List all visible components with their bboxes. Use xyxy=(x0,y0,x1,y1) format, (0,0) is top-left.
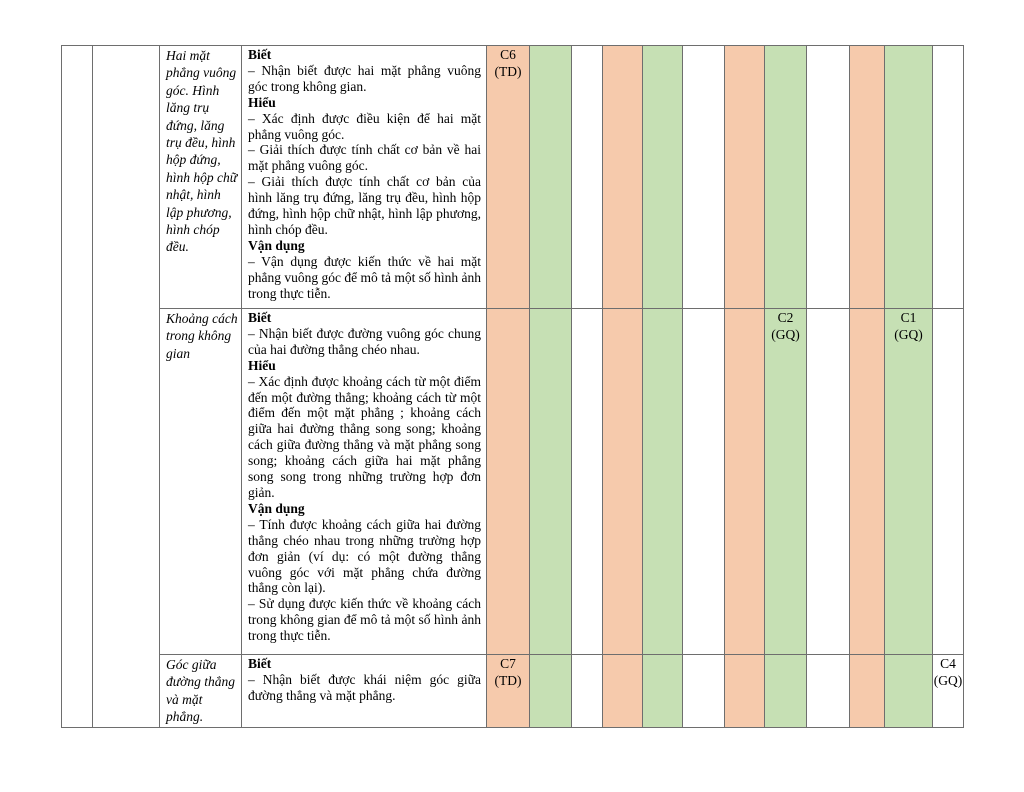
question-marker xyxy=(933,655,963,689)
matrix-cell xyxy=(572,309,603,655)
matrix-cell xyxy=(807,46,850,309)
spec-item: – Nhận biết được đường vuông góc chung của hai đường thẳng chéo nhau. xyxy=(248,325,481,357)
matrix-cell xyxy=(850,46,885,309)
matrix-cell xyxy=(807,655,850,728)
matrix-cell xyxy=(765,655,807,728)
matrix-cell xyxy=(487,655,530,728)
matrix-cell xyxy=(683,655,725,728)
question-tag: (TD) xyxy=(494,672,522,688)
table-row xyxy=(62,309,964,655)
spec-item: – Giải thích được tính chất cơ bản về hai mặt phẳng vuông góc. xyxy=(248,142,481,174)
topic-cell: Hai mặt phẳng vuông góc. Hình lăng trụ đứng, lăng trụ đều, hình hộp đứng, hình hộp chữ nhật, hình lập phương, hình chóp đều. xyxy=(160,46,242,309)
matrix-cell xyxy=(530,46,572,309)
question-tag: (GQ) xyxy=(894,326,923,342)
table-row xyxy=(62,46,964,309)
spec-item: – Nhận biết được hai mặt phẳng vuông góc trong không gian. xyxy=(248,62,481,94)
matrix-cell xyxy=(603,46,643,309)
matrix-cell xyxy=(885,655,933,728)
table-row xyxy=(62,655,964,728)
matrix-cell xyxy=(603,309,643,655)
question-code: C7 xyxy=(500,656,516,671)
matrix-cell xyxy=(572,655,603,728)
matrix-cell xyxy=(725,46,765,309)
matrix-cell xyxy=(725,309,765,655)
matrix-cell xyxy=(572,46,603,309)
question-marker xyxy=(765,309,806,343)
content-cell xyxy=(242,655,487,728)
topic-cell: Góc giữa đường thẳng và mặt phẳng. xyxy=(160,655,242,728)
content-cell xyxy=(242,46,487,309)
level-heading: Vận dụng xyxy=(248,500,305,516)
matrix-cell xyxy=(807,309,850,655)
level-heading: Biết xyxy=(248,47,272,62)
spec-item: – Vận dụng được kiến thức về hai mặt phẳng vuông góc để mô tả một số hình ảnh trong thực tiễn. xyxy=(248,253,481,301)
question-marker xyxy=(487,655,529,689)
matrix-cell xyxy=(933,655,964,728)
matrix-cell xyxy=(530,655,572,728)
curriculum-spec-table xyxy=(61,45,964,728)
question-tag: (GQ) xyxy=(771,326,800,342)
matrix-cell xyxy=(933,309,964,655)
question-code: C2 xyxy=(777,310,794,325)
content-cell xyxy=(242,309,487,655)
level-heading: Hiểu xyxy=(248,94,276,110)
matrix-cell xyxy=(643,655,683,728)
level-heading: Hiểu xyxy=(248,357,276,373)
matrix-cell xyxy=(885,309,933,655)
matrix-cell xyxy=(603,655,643,728)
question-marker xyxy=(885,309,932,343)
level-heading: Biết xyxy=(248,310,272,325)
empty-left-cell-2 xyxy=(93,46,160,728)
matrix-cell xyxy=(850,655,885,728)
level-heading: Biết xyxy=(248,656,272,671)
matrix-cell xyxy=(933,46,964,309)
matrix-cell xyxy=(885,46,933,309)
question-code: C1 xyxy=(900,310,917,325)
empty-left-cell-1 xyxy=(62,46,93,728)
matrix-cell xyxy=(643,309,683,655)
matrix-cell xyxy=(530,309,572,655)
matrix-cell xyxy=(765,46,807,309)
spec-item: – Giải thích được tính chất cơ bản của hình lăng trụ đứng, lăng trụ đều, hình hộp đứng, hình hộp chữ nhật, hình lập phương, hình chóp đều. xyxy=(248,174,481,237)
matrix-cell xyxy=(487,46,530,309)
matrix-cell xyxy=(683,309,725,655)
spec-item: – Sử dụng được kiến thức về khoảng cách trong không gian để mô tả một số hình ảnh trong thực tiễn. xyxy=(248,596,481,644)
question-tag: (TD) xyxy=(494,63,522,79)
spec-item: – Nhận biết được khái niệm góc giữa đường thẳng và mặt phẳng. xyxy=(248,671,481,703)
topic-cell: Khoảng cách trong không gian xyxy=(160,309,242,655)
matrix-cell xyxy=(643,46,683,309)
question-code: C6 xyxy=(500,47,516,62)
question-code: C4 xyxy=(940,656,956,671)
question-tag: (GQ) xyxy=(933,672,963,688)
matrix-cell xyxy=(765,309,807,655)
matrix-cell xyxy=(683,46,725,309)
matrix-cell xyxy=(725,655,765,728)
level-heading: Vận dụng xyxy=(248,237,305,253)
question-marker xyxy=(487,46,529,80)
spec-item: – Xác định được khoảng cách từ một điểm đến một đường thẳng; khoảng cách từ một điểm đến một mặt phẳng ; khoảng cách giữa hai đường thẳng song song; khoảng cách giữa đường thẳng và mặt phẳng song song; khoảng cách giữa hai mặt phẳng song song trong những trường hợp đơn giản. xyxy=(248,373,481,500)
matrix-cell xyxy=(487,309,530,655)
spec-item: – Xác định được điều kiện để hai mặt phẳng vuông góc. xyxy=(248,110,481,142)
matrix-cell xyxy=(850,309,885,655)
spec-item: – Tính được khoảng cách giữa hai đường thẳng chéo nhau trong những trường hợp đơn giản (ví dụ: có một đường thẳng vuông góc với mặt phẳng chứa đường thẳng còn lại). xyxy=(248,516,481,596)
